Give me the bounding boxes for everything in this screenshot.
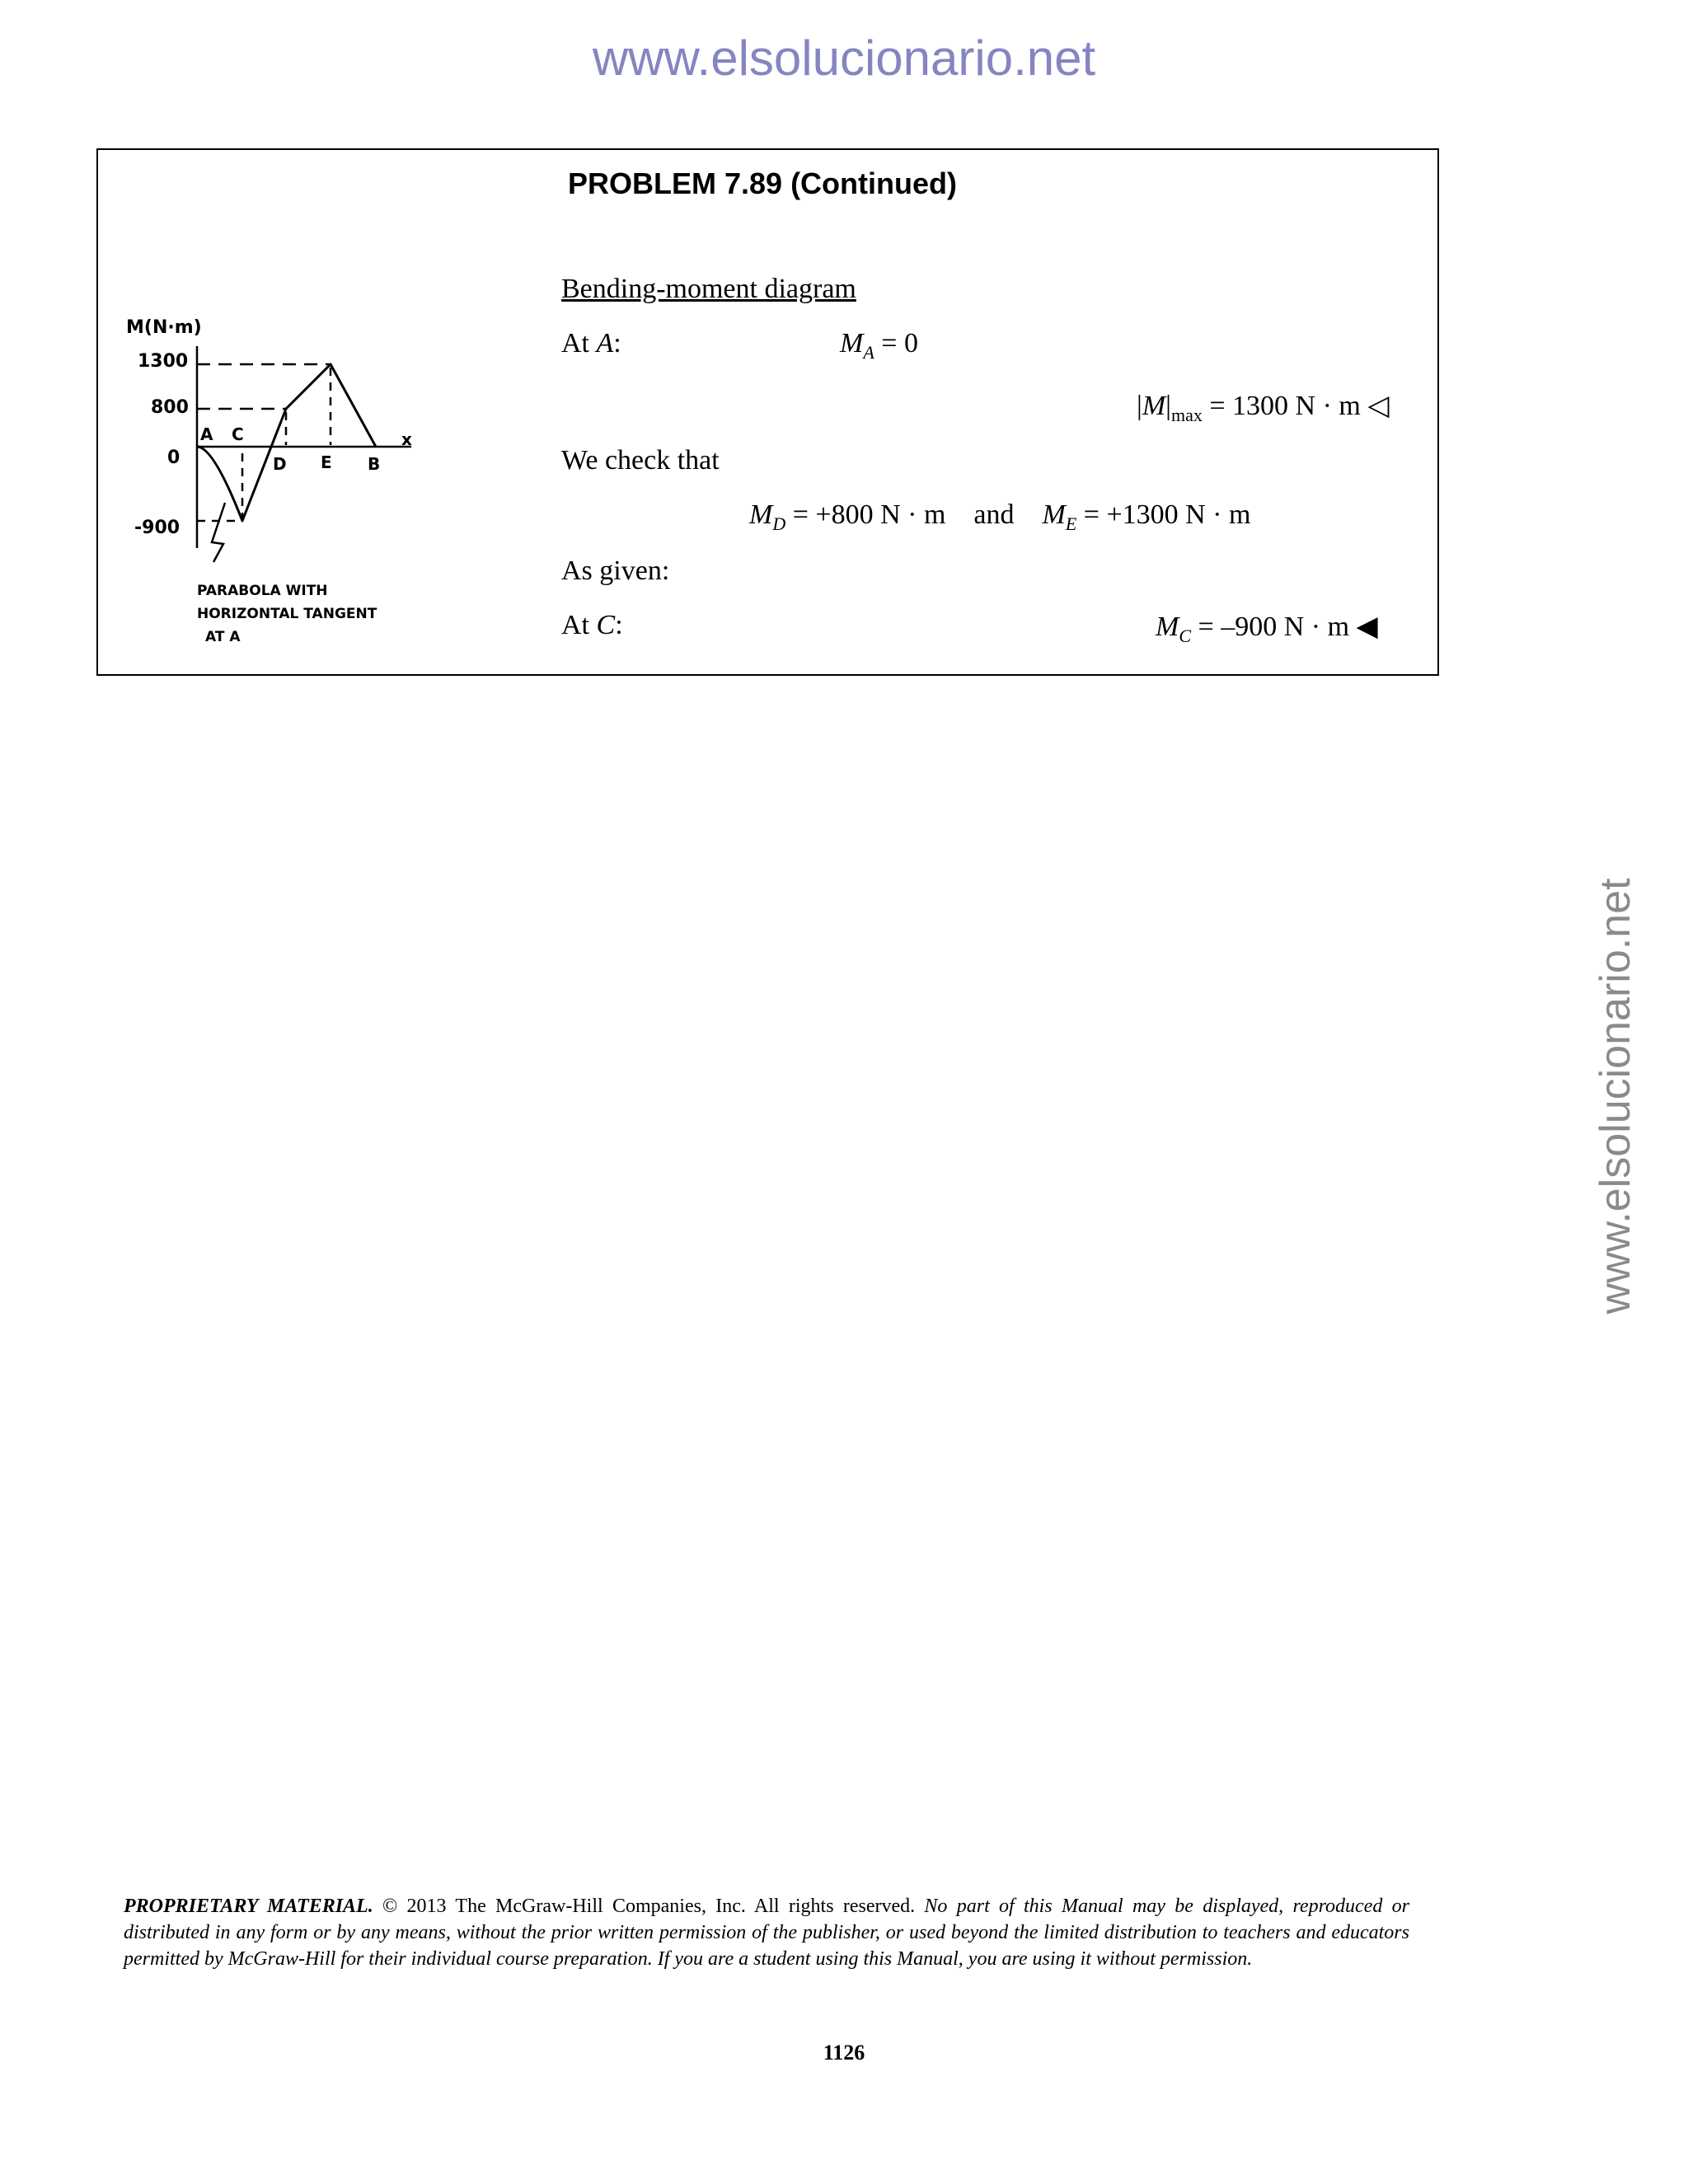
at-c-label: At C: (561, 610, 623, 640)
moment-c-equation: $M_C = -900$ N · m ◀ (1156, 612, 1378, 646)
check-equations: $M_D = +800$ N · m and $M_E = +1300$ N · m (749, 499, 1251, 534)
tick-neg-900: -900 (134, 518, 181, 538)
label-d: D (273, 454, 287, 474)
label-a: A (200, 424, 213, 444)
at-a-label: At A: (561, 328, 621, 359)
x-axis-label: x (401, 429, 412, 449)
answer-mark-outline: ◁ (1367, 391, 1390, 421)
label-c: C (232, 424, 244, 444)
copyright-footer: PROPRIETARY MATERIAL. © 2013 The McGraw-Hill Companies, Inc. All rights reserved. No part of this Manual may be displayed, reproduced or distributed in any form or by any means, without the prior written permission of the publisher, or used beyond the limited distribution to teachers and educators permitted by McGraw-Hill for their individual course preparation. If you are a student using this Manual, you are using it without permission. (124, 1896, 1409, 1970)
leader-arrow (212, 503, 225, 562)
check-text: We check that (561, 445, 720, 476)
note-line-1: PARABOLA WITH (197, 583, 328, 599)
problem-box (96, 148, 1439, 676)
tick-800: 800 (151, 397, 189, 418)
page-number: 1126 (823, 2041, 865, 2064)
label-e: E (321, 452, 332, 472)
tick-1300: 1300 (138, 351, 189, 372)
tick-0: 0 (167, 448, 181, 468)
answer-mark-filled: ◀ (1356, 612, 1378, 642)
note-line-3: AT A (205, 629, 241, 645)
bending-moment-diagram (115, 315, 510, 661)
max-moment-equation: $|M|_{max} = 1300$ N · m ◁ (1137, 391, 1390, 425)
problem-title: PROBLEM 7.89 (Continued) (568, 166, 958, 200)
y-axis-label: M(N·m) (126, 317, 202, 338)
given-text: As given: (561, 555, 670, 586)
watermark-top: www.elsolucionario.net (592, 30, 1096, 86)
moment-a-equation: $M_A = 0$ (840, 328, 918, 363)
watermark-side: www.elsolucionario.net (1592, 878, 1639, 1315)
section-heading: Bending-moment diagram (561, 274, 856, 304)
note-line-2: HORIZONTAL TANGENT (197, 606, 377, 622)
label-b: B (368, 454, 381, 474)
